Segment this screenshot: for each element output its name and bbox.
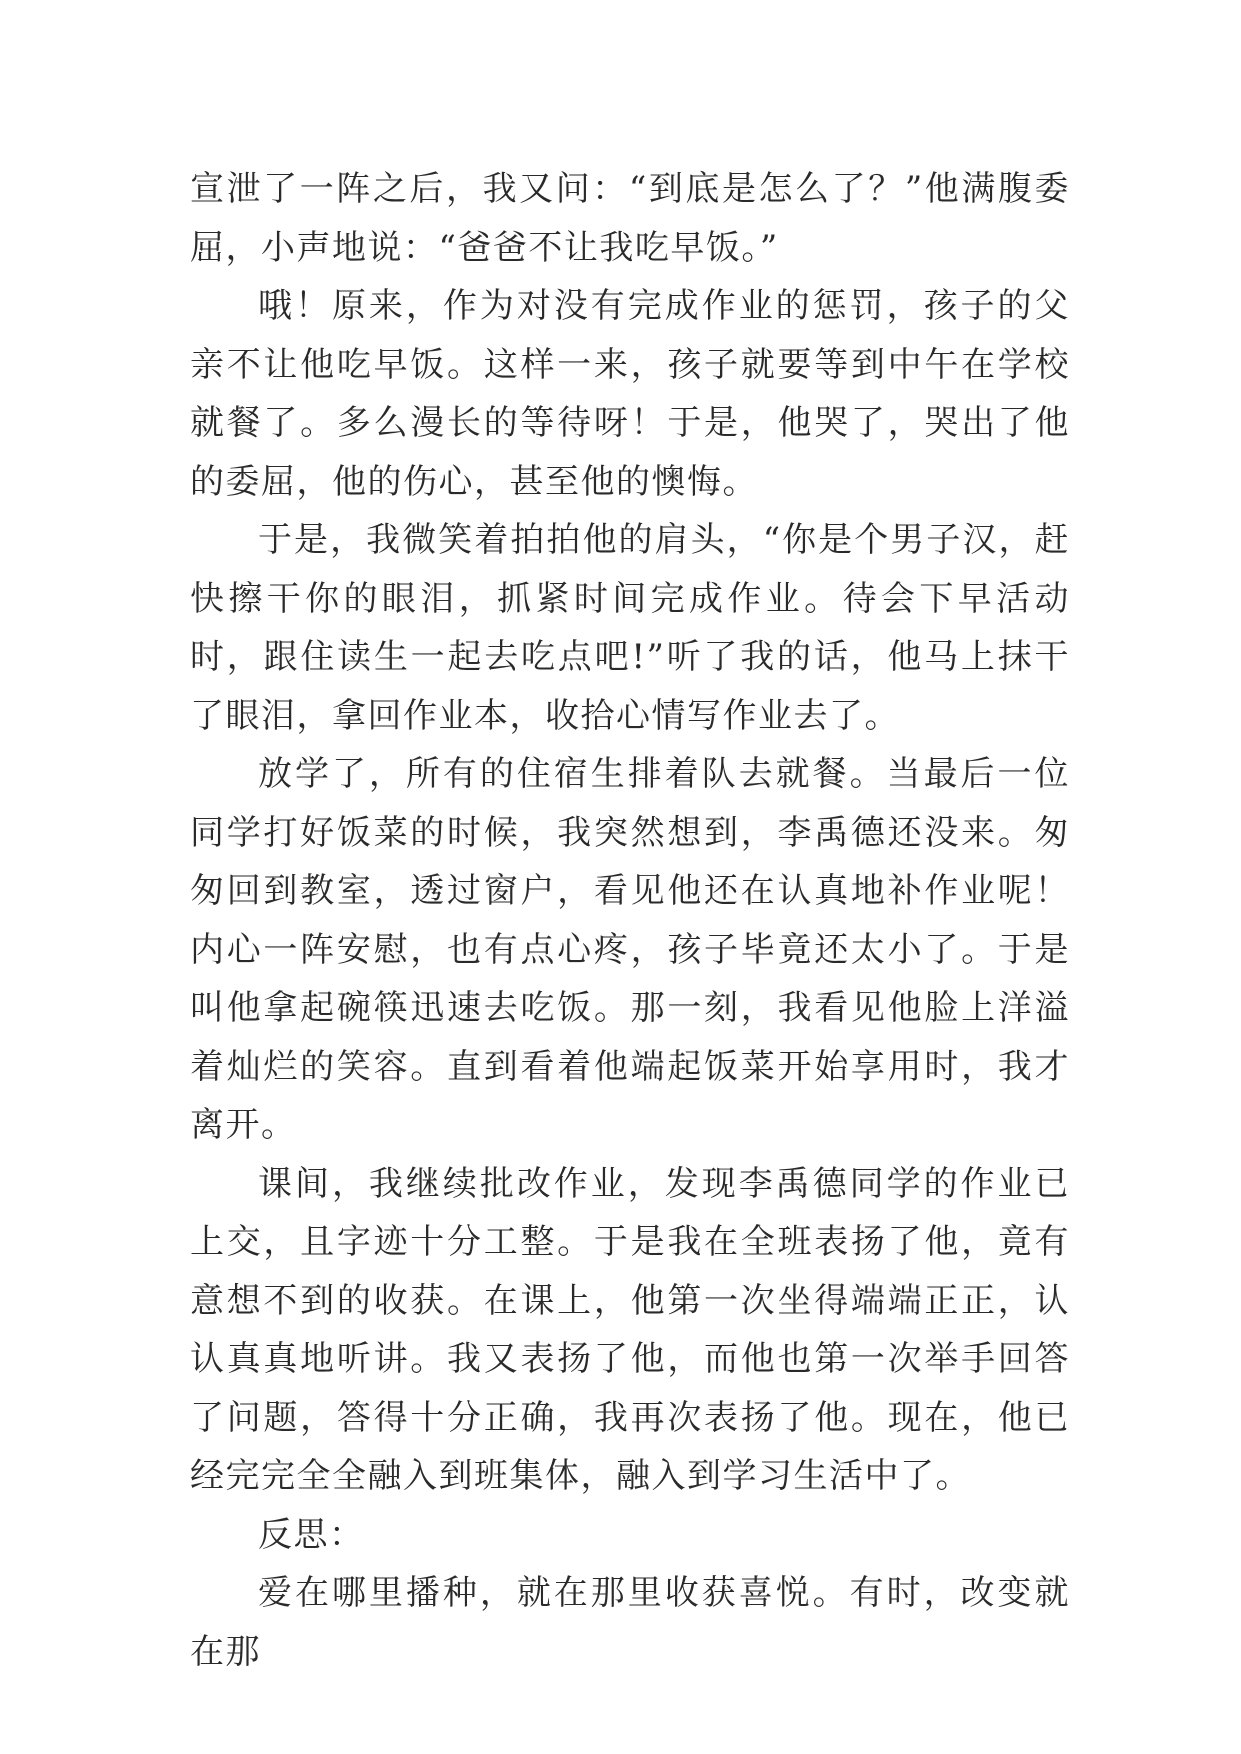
paragraph-4: 放学了，所有的住宿生排着队去就餐。当最后一位同学打好饭菜的时候，我突然想到，李禹德还没来。匆匆回到教室，透过窗户，看见他还在认真地补作业呢！内心一阵安慰，也有点心疼，孩子毕竟还太小了。于是叫他拿起碗筷迅速去吃饭。那一刻，我看见他脸上洋溢着灿烂的笑容。直到看着他端起饭菜开始享用时，我才离开。: [190, 754, 1070, 1145]
paragraph-3: 于是，我微笑着拍拍他的肩头，“你是个男子汉，赶快擦干你的眼泪，抓紧时间完成作业。待会下早活动时，跟住读生一起去吃点吧!”听了我的话，他马上抹干了眼泪，拿回作业本，收拾心情写作业去了。: [190, 520, 1070, 736]
paragraph-7: 爱在哪里播种，就在那里收获喜悦。有时，改变就在那: [190, 1573, 1070, 1672]
paragraph-5: 课间，我继续批改作业，发现李禹德同学的作业已上交，且字迹十分工整。于是我在全班表扬了他，竟有意想不到的收获。在课上，他第一次坐得端端正正，认认真真地听讲。我又表扬了他，而他也第一次举手回答了问题，答得十分正确，我再次表扬了他。现在，他已经完完全全融入到班集体，融入到学习生活中了。: [190, 1163, 1070, 1496]
document-body: [190, 160, 1070, 1681]
paragraph-1: 宣泄了一阵之后，我又问：“到底是怎么了？”他满腹委屈，小声地说：“爸爸不让我吃早饭。”: [190, 169, 1070, 268]
paragraph-6-reflection-heading: 反思：: [258, 1514, 365, 1555]
paragraph-2: 哦！原来，作为对没有完成作业的惩罚，孩子的父亲不让他吃早饭。这样一来，孩子就要等到中午在学校就餐了。多么漫长的等待呀！于是，他哭了，哭出了他的委屈，他的伤心，甚至他的懊悔。: [190, 286, 1070, 502]
